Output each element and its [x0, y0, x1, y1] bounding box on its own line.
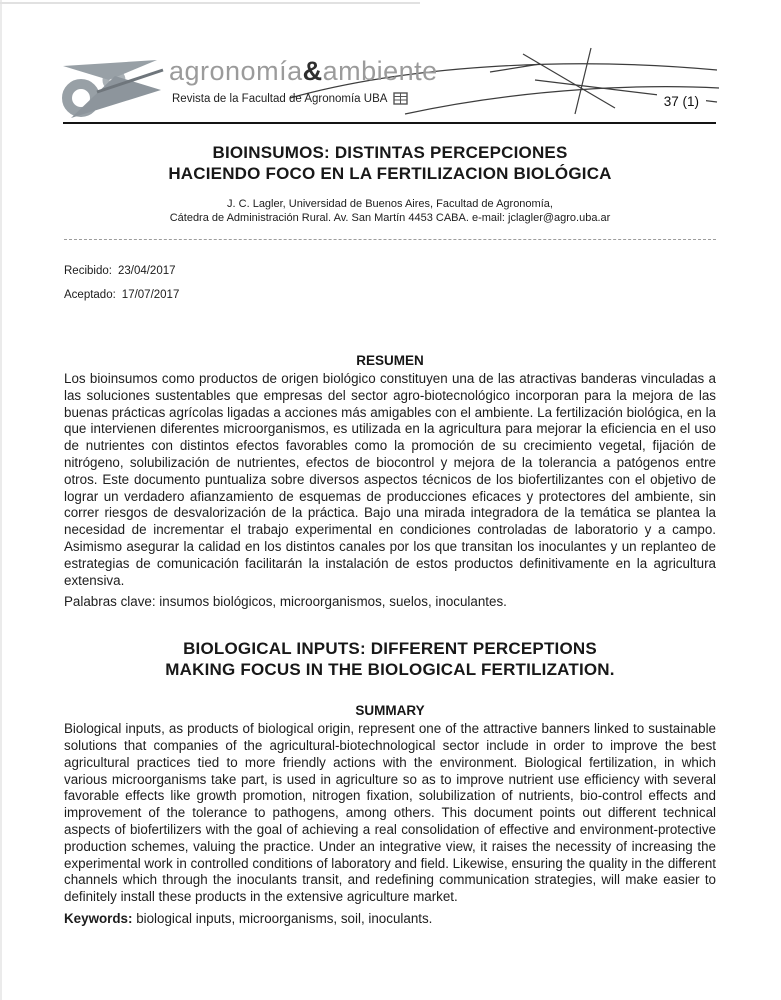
- english-title-line1: BIOLOGICAL INPUTS: DIFFERENT PERCEPTIONS: [183, 639, 597, 659]
- palabras-clave-text: insumos biológicos, microorganismos, suelos, inoculantes.: [155, 594, 507, 610]
- english-title: [64, 638, 716, 680]
- summary-heading: SUMMARY: [355, 703, 425, 719]
- article-title-line1: BIOINSUMOS: DISTINTAS PERCEPCIONES: [212, 143, 568, 162]
- author-affiliation: [64, 197, 716, 225]
- journal-name-part1: agronomía: [169, 56, 303, 86]
- received-line: [64, 259, 716, 283]
- journal-name-ampersand: &: [302, 56, 323, 86]
- header-rule: [63, 122, 716, 124]
- palabras-clave-label: Palabras clave:: [64, 594, 156, 610]
- received-label: Recibido:: [64, 265, 112, 277]
- journal-name: [169, 56, 438, 87]
- dashed-divider: [64, 239, 716, 240]
- resumen-paragraph: Los bioinsumos como productos de origen biológico constituyen una de las atractivas banderas vinculadas a las soluciones sustentables que empresas del sector agro-biotecnológico incorporan para la mejora de las buenas prácticas agrícolas ligadas a acciones más amigables con el ambiente. La fertilización biológica, en la que intervienen diferentes microorganismos, es utilizada en la agricultura para mejorar la eficiencia en el uso de nutrientes con distintos efectos favorables como la promoción de su crecimiento vegetal, fijación de nitrógeno, solubilización de nutrientes, efectos de biocontrol y mejora de la tolerancia a patógenos entre otros. Este documento puntualiza sobre diversos aspectos técnicos de los biofertilizantes con el objetivo de lograr un verdadero afianzamiento de esquemas de producciones eficaces y protectores del ambiente, sin correr riesgos de desvalorización de la práctica. Bajo una mirada integradora de la temática se plantea la necesidad de incrementar el trabajo experimental en condiciones controladas de laboratorio y a campo. Asimismo asegurar la calidad en los distintos canales por los que transitan los inoculantes y un replanteo de estrategias de comunicación facilitarán la instalación de estos productos definitivamente en la agricultura extensiva.: [64, 371, 716, 588]
- journal-subtitle: Revista de la Facultad de Agronomía UBA: [172, 92, 388, 105]
- received-date: 23/04/2017: [117, 265, 176, 277]
- scan-artifact: [0, 0, 2, 1000]
- uba-crest-icon: [393, 92, 408, 105]
- journal-subtitle-row: [172, 92, 408, 105]
- keywords-line: [64, 911, 716, 928]
- accepted-date: 17/07/2017: [121, 289, 180, 301]
- keywords-text: biological inputs, microorganisms, soil, inoculants.: [132, 910, 433, 926]
- article-title: [64, 142, 716, 184]
- journal-logo-icon: [57, 56, 167, 124]
- issue-number: 37 (1): [657, 94, 706, 109]
- author-line2: Cátedra de Administración Rural. Av. San Martín 4453 CABA. e-mail: jclagler@agro.uba.ar: [169, 212, 611, 224]
- scan-artifact: [0, 2, 420, 4]
- dates-block: [64, 259, 716, 307]
- keywords-label: Keywords:: [64, 910, 133, 926]
- summary-paragraph: Biological inputs, as products of biological origin, represent one of the attractive banners linked to sustainable solutions that companies of the agricultural-biotechnological sector include in order to improve the best agricultural practices tied to more friendly actions with the environment. Biological fertilization, in which various microorganisms take part, is used in agriculture so as to improve nutrient use efficiency with several favorable effects like growth promotion, nitrogen fixation, solubilization of nutrients, bio-control effects and improvement of the tolerance to pathogens, among others. This document points out different technical aspects of biofertilizers with the goal of achieving a real consolidation of effective and environment-protective production schemes, valuing the practice. Under an integrative view, it raises the necessity of increasing the experimental work in controlled conditions of laboratory and field. Likewise, ensuring the quality in the different channels which through the inoculants transit, and redefining communication strategies, will make easier to definitely install these products in the extensive agriculture market.: [64, 721, 716, 905]
- palabras-clave-line: [64, 594, 716, 611]
- english-title-line2: MAKING FOCUS IN THE BIOLOGICAL FERTILIZATION.: [165, 660, 615, 680]
- accepted-label: Aceptado:: [64, 289, 116, 301]
- accepted-line: [64, 283, 716, 307]
- journal-header: [63, 56, 716, 122]
- author-line1: J. C. Lagler, Universidad de Buenos Aires, Facultad de Agronomía,: [227, 198, 553, 210]
- journal-name-part2: ambiente: [322, 56, 438, 86]
- resumen-heading: RESUMEN: [356, 353, 424, 368]
- article-title-line2: HACIENDO FOCO EN LA FERTILIZACION BIOLÓGICA: [168, 164, 612, 183]
- article-body: [64, 142, 716, 928]
